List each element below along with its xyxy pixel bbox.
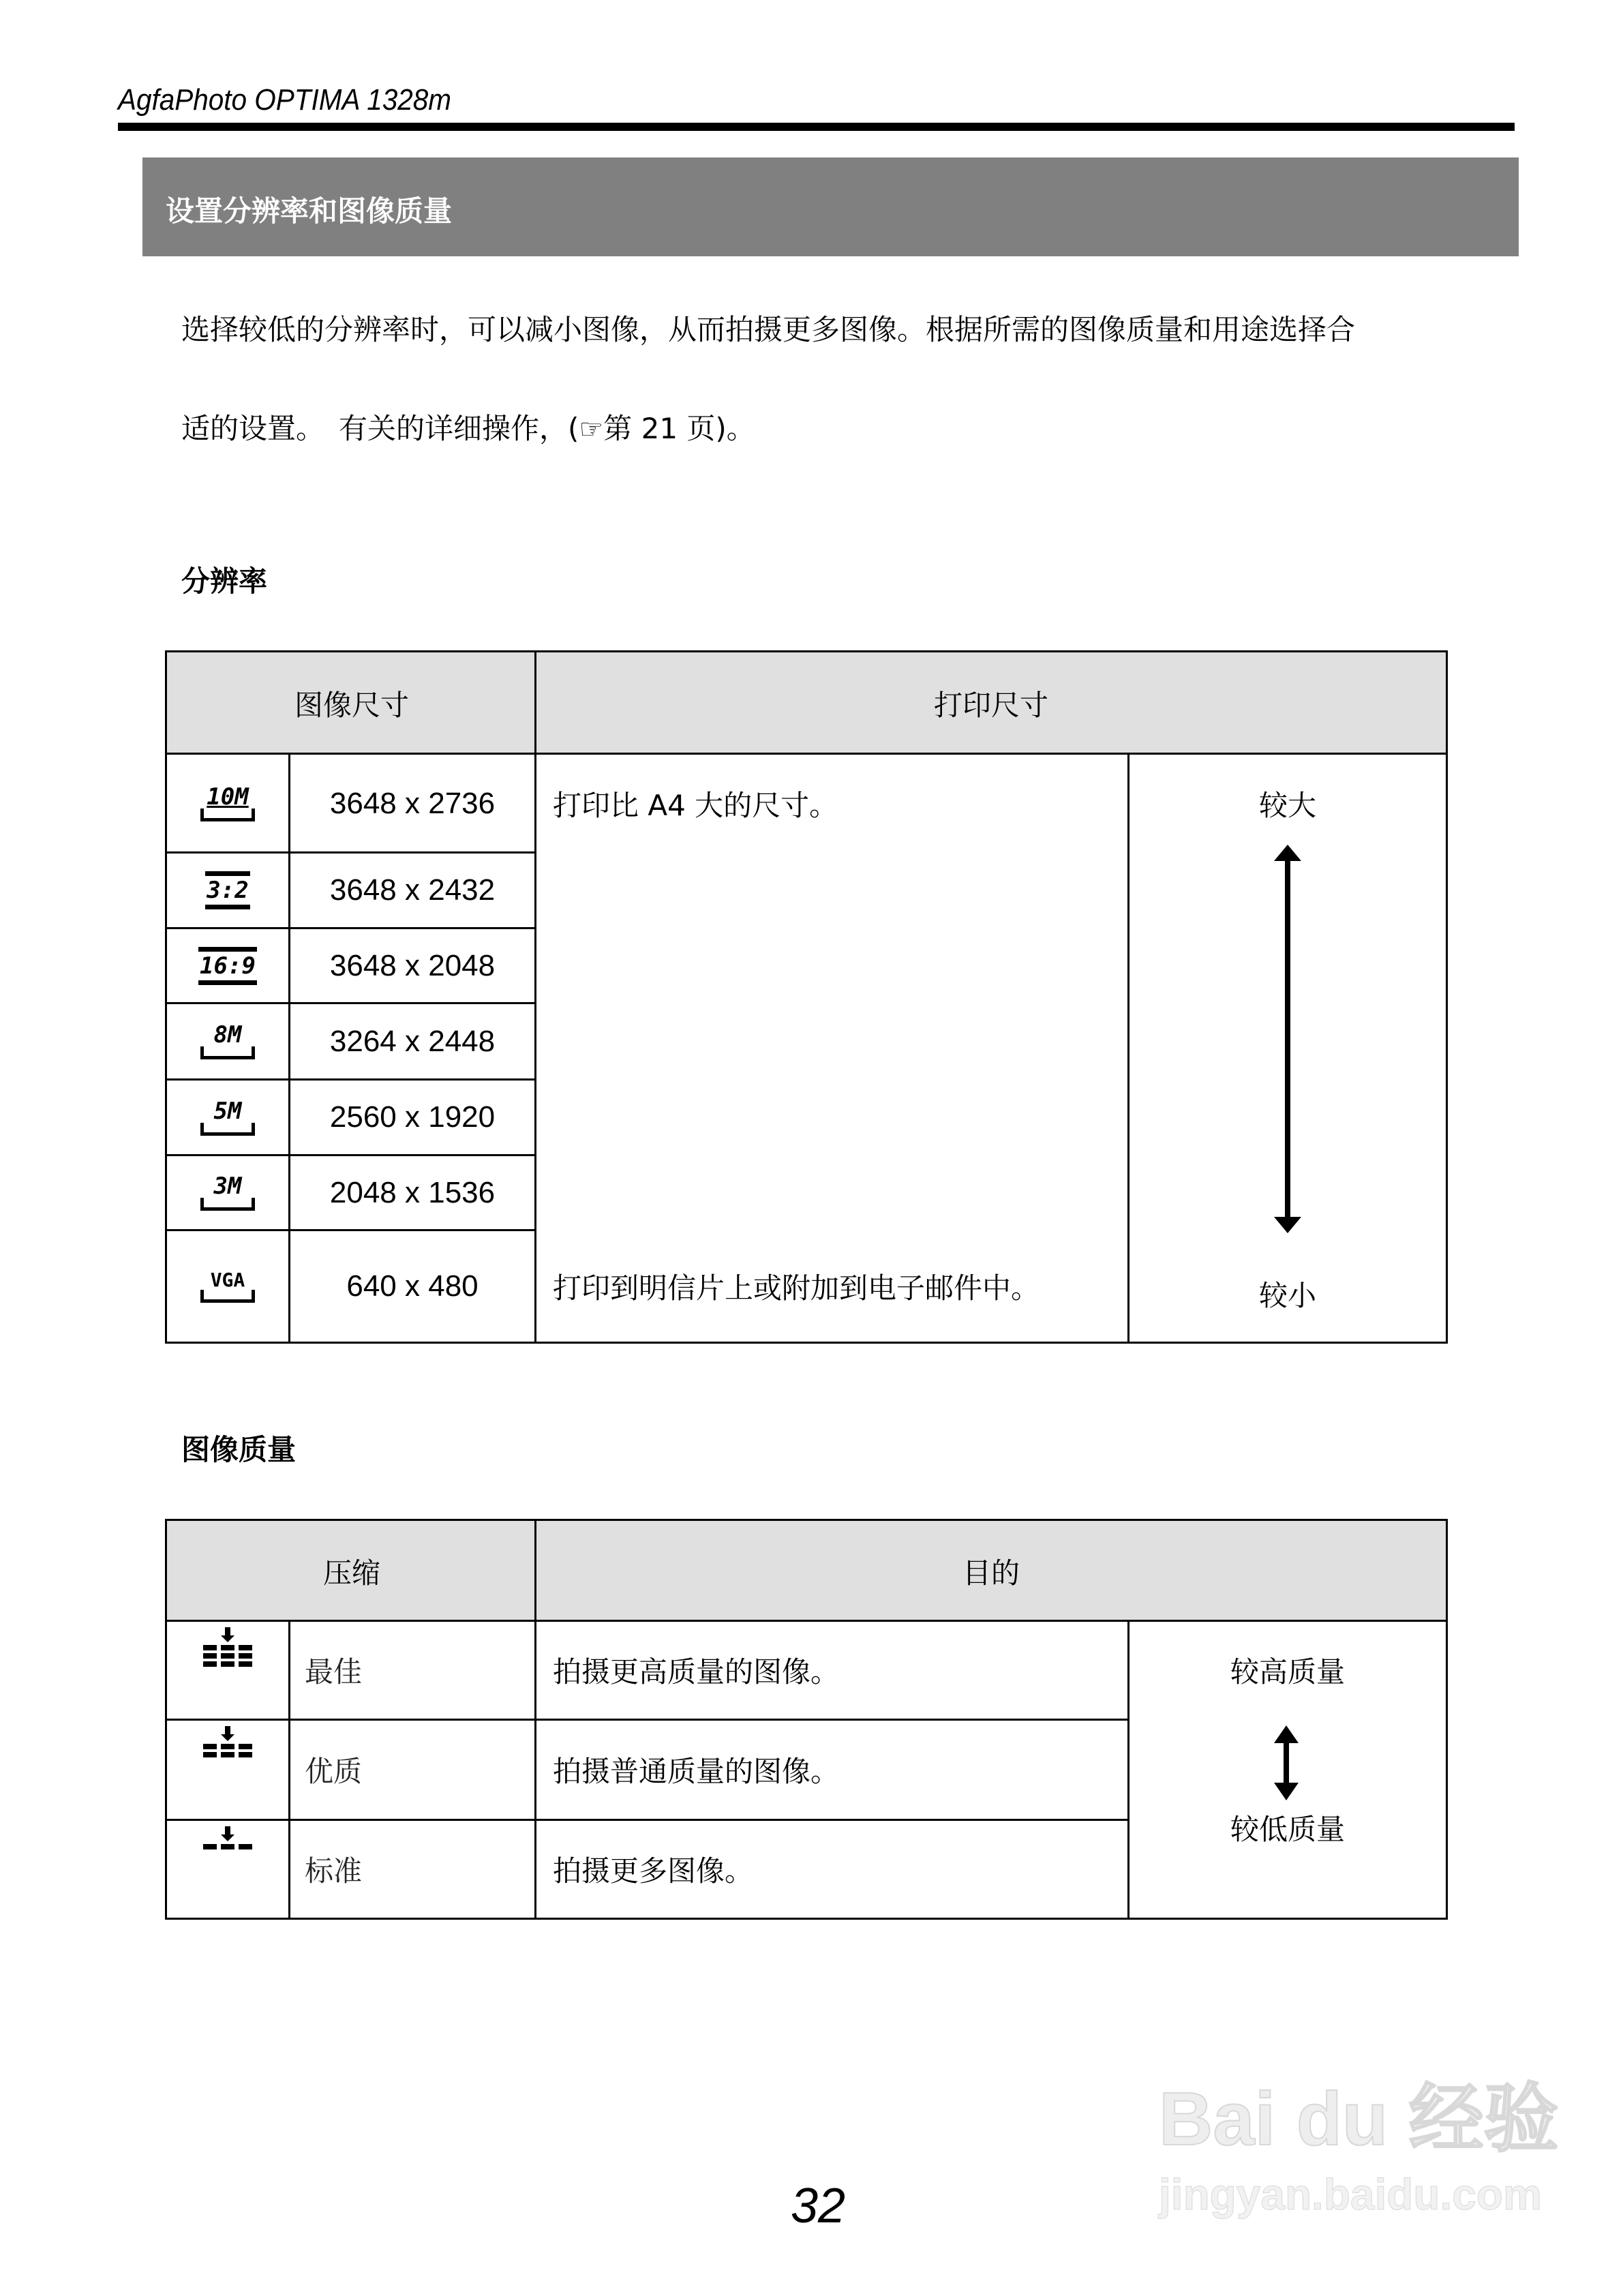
section-banner: [142, 157, 1519, 256]
size-value: 2048 x 1536: [329, 1175, 496, 1209]
column-header-label: 打印尺寸: [933, 688, 1048, 722]
quality-purpose: 拍摄普通质量的图像。: [553, 1755, 840, 1788]
resolution-icon-vga: [167, 1231, 288, 1342]
watermark-url: jingyan.baidu.com: [1159, 2170, 1542, 2219]
resolution-icon-5m: [167, 1081, 288, 1154]
size-value: 640 x 480: [346, 1269, 479, 1303]
icon-glyph: 10M: [200, 785, 255, 821]
scale-lower-quality-label: 较低质量: [1230, 1813, 1345, 1846]
column-header-image-size: [167, 652, 536, 754]
quality-best-icon: [167, 1622, 288, 1719]
watermark-brand: Bai du 经验: [1159, 2077, 1559, 2161]
baidu-watermark: [1159, 2059, 1559, 2220]
pointing-hand-icon: ☞: [579, 414, 604, 445]
intro-text-a: 适的设置。 有关的详细操作，(: [181, 412, 579, 445]
intro-line-1: 选择较低的分辨率时，可以减小图像，从而拍摄更多图像。根据所需的图像质量和用途选择合: [181, 313, 1356, 346]
quality-table: [165, 1519, 1448, 1920]
page-reference-link[interactable]: 第 21 页)。: [603, 412, 755, 445]
icon-glyph: 3M: [200, 1175, 255, 1211]
column-header-label: 目的: [962, 1556, 1020, 1590]
size-value: 2560 x 1920: [329, 1100, 496, 1134]
quality-purpose: 拍摄更高质量的图像。: [553, 1655, 840, 1689]
quality-fine-icon: [167, 1721, 288, 1819]
quality-normal-icon: [167, 1821, 288, 1918]
column-header-label: 压缩: [322, 1556, 380, 1590]
quality-label: 标准: [305, 1854, 363, 1888]
column-header-print-size: [536, 652, 1446, 754]
icon-glyph: 5M: [200, 1100, 255, 1136]
scale-smaller-label: 较小: [1258, 1279, 1316, 1312]
quality-label: 优质: [305, 1755, 363, 1788]
column-header-label: 图像尺寸: [294, 688, 409, 722]
divider: [534, 652, 536, 1342]
section-title: 设置分辨率和图像质量: [166, 194, 453, 228]
print-small-description: 打印到明信片上或附加到电子邮件中。: [553, 1271, 1040, 1305]
scale-higher-quality-label: 较高质量: [1230, 1655, 1345, 1689]
page-number: 32: [791, 2179, 846, 2233]
resolution-icon-10m: [167, 754, 288, 853]
size-value: 3264 x 2448: [329, 1024, 496, 1058]
quality-purpose: 拍摄更多图像。: [553, 1854, 754, 1888]
size-value: 3648 x 2736: [329, 786, 496, 820]
resolution-icon-3-2: [167, 854, 288, 927]
quality-heading: 图像质量: [181, 1433, 297, 1466]
size-value: 3648 x 2048: [329, 948, 496, 982]
scale-larger-label: 较大: [1258, 788, 1316, 822]
document-header-title: AgfaPhoto OPTIMA 1328m: [118, 83, 452, 117]
resolution-icon-16-9: [167, 929, 288, 1002]
resolution-table: [165, 650, 1448, 1344]
quality-label: 最佳: [305, 1655, 363, 1689]
column-header-compression: [167, 1521, 536, 1621]
header-rule: [118, 123, 1515, 131]
column-header-purpose: [536, 1521, 1446, 1621]
icon-glyph: 16:9: [198, 947, 257, 985]
resolution-heading: 分辨率: [181, 564, 268, 598]
resolution-icon-3m: [167, 1156, 288, 1229]
size-value: 3648 x 2432: [329, 873, 496, 907]
divider: [288, 1621, 290, 1918]
icon-glyph: 3:2: [205, 871, 249, 909]
print-large-description: 打印比 A4 大的尺寸。: [553, 788, 838, 822]
intro-line-2: [181, 411, 755, 447]
icon-glyph: VGA: [200, 1271, 255, 1303]
double-arrow-icon: [1273, 1725, 1300, 1800]
icon-glyph: 8M: [200, 1023, 255, 1059]
double-arrow-icon: [1281, 858, 1294, 1220]
resolution-icon-8m: [167, 1004, 288, 1078]
